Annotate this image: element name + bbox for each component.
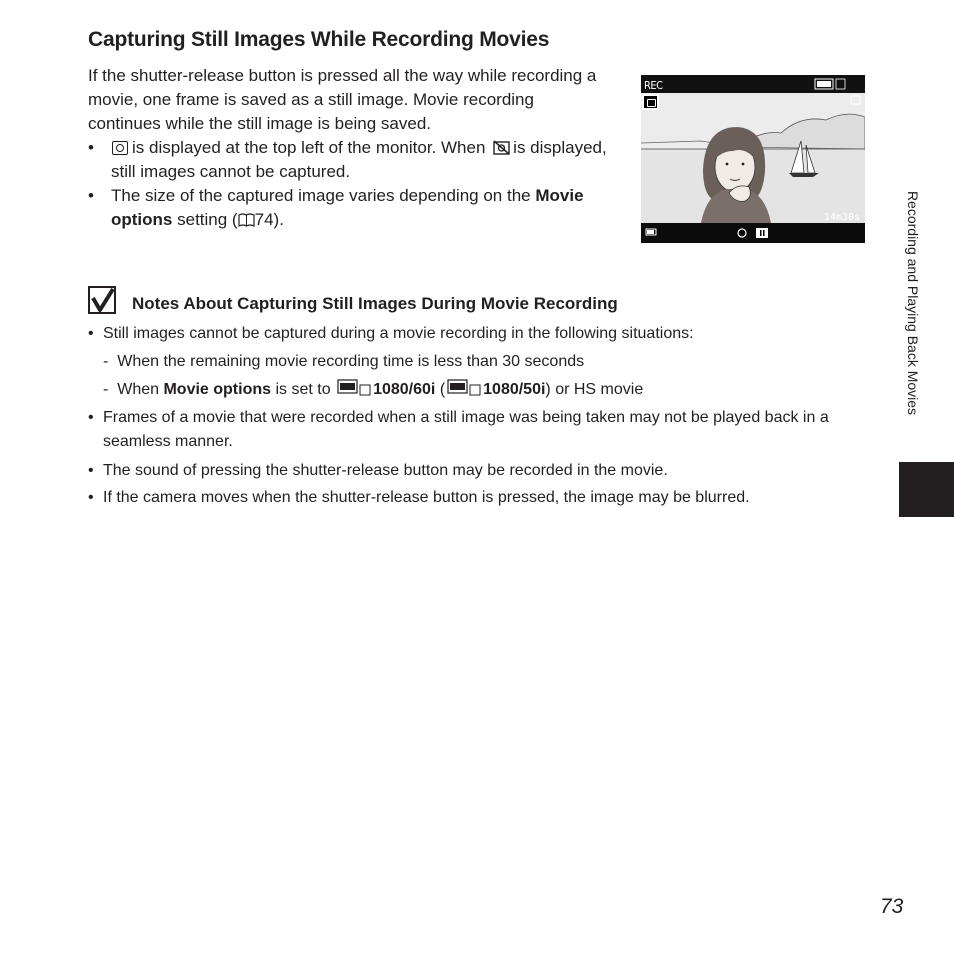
movie-1080-60i-icon (337, 379, 371, 397)
list-item: • If the camera moves when the shutter-release button is pressed, the image may be blurred. (88, 489, 750, 506)
chapter-side-label: Recording and Playing Back Movies (905, 190, 921, 415)
note-title: Notes About Capturing Still Images During Movie Recording (132, 294, 618, 313)
camera-monitor-illustration (641, 75, 865, 243)
camera-icon (112, 141, 128, 155)
bullet-image-size: • The size of the captured image varies depending on the Movie options setting ( 74). (88, 186, 584, 229)
page-number: 73 (880, 895, 904, 918)
list-item: • The sound of pressing the shutter-release button may be recorded in the movie. (88, 462, 668, 479)
intro-section (88, 64, 608, 232)
rec-indicator: REC (644, 79, 663, 92)
list-subitem: - When Movie options is set to 1080/60i ( 1080/50i) or HS movie (103, 381, 644, 398)
intro-paragraph: If the shutter-release button is pressed all the way while recording a movie, one frame is saved as a still image. Movie recording continues while the still image is being saved. (88, 66, 597, 133)
list-item: • Still images cannot be captured during a movie recording in the following situations: (88, 325, 694, 342)
book-reference-icon (238, 213, 255, 227)
still-capture-camera-icon (642, 94, 659, 110)
bullet-camera-icon: • is displayed at the top left of the monitor. When is displayed, still images cannot be captured. (88, 138, 607, 181)
list-subitem: - When the remaining movie recording time is less than 30 seconds (103, 353, 585, 370)
camera-disabled-icon (493, 140, 510, 155)
page-title: Capturing Still Images While Recording Movies (88, 28, 550, 51)
list-item: • Frames of a movie that were recorded when a still image was being taken may not be played back in a seamless manner. (88, 409, 829, 450)
checkmark-note-icon (88, 286, 116, 314)
movie-1080-50i-icon (447, 379, 481, 397)
chapter-tab (899, 462, 954, 517)
page-reference-link[interactable]: 74 (254, 210, 274, 229)
notes-list (88, 322, 868, 510)
remaining-time: 14m30s (823, 212, 860, 223)
